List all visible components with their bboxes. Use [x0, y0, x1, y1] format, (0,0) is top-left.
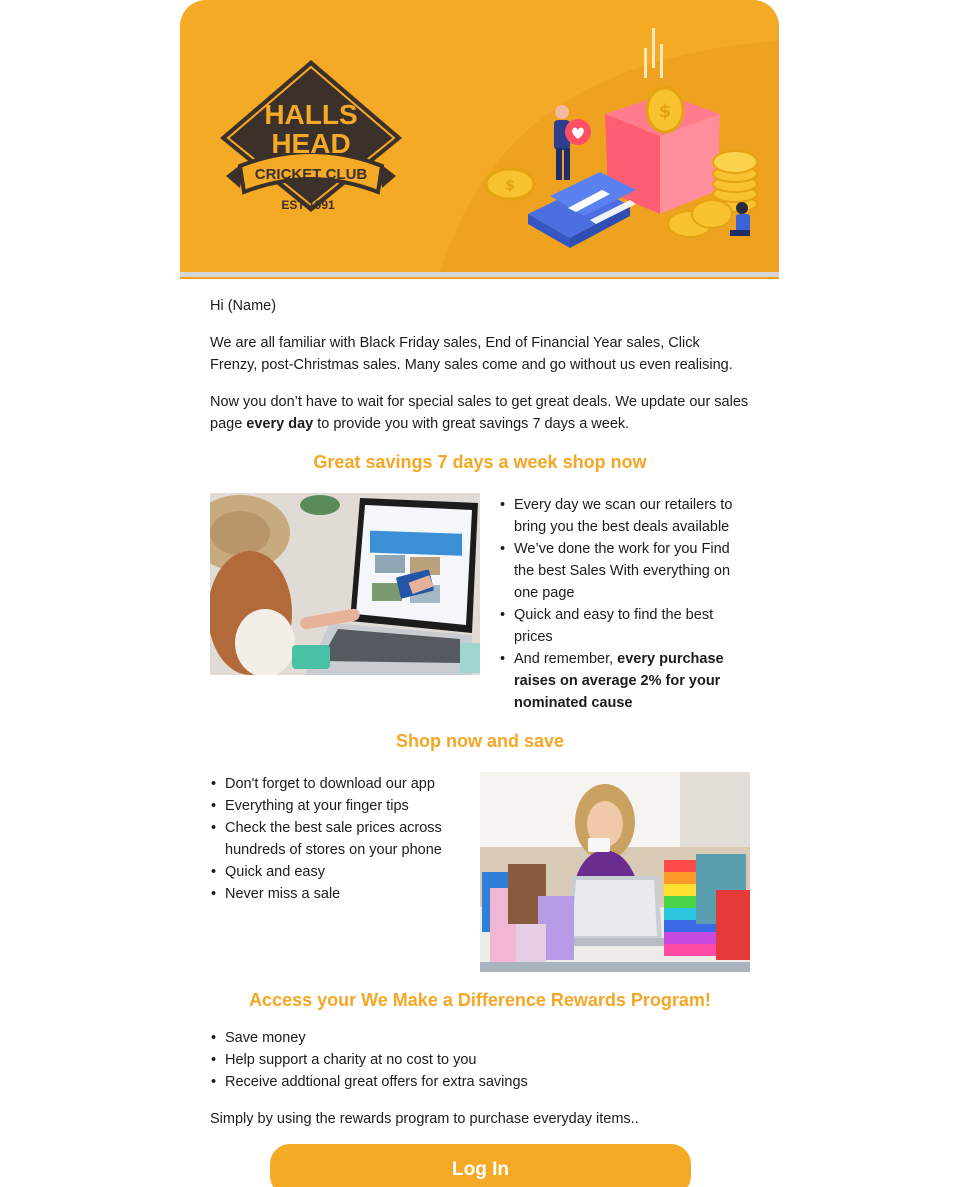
svg-text:$: $	[505, 178, 515, 194]
daily-sales-text-end: to provide you with great savings 7 days a week.	[313, 416, 630, 432]
section-heading-shop-now: Shop now and save	[395, 731, 565, 751]
list-item-emphasis: every purchase raises on average 2% for your nominated cause	[514, 651, 724, 711]
list-item: • Check the best sale prices across hundreds of stores on your phone	[210, 817, 470, 861]
savings-bullet-list	[499, 494, 739, 714]
logo-text-est: EST 1991	[281, 198, 335, 212]
intro-paragraph: We are all familiar with Black Friday sales, End of Financial Year sales, Click Frenzy, post-Christmas sales. Many sales come and go without us even realising.	[210, 335, 733, 373]
svg-text:$: $	[658, 101, 672, 122]
woman-shopping-bags-photo	[480, 772, 750, 972]
header-banner	[180, 0, 779, 272]
banner-divider-orange	[180, 277, 779, 279]
list-item: • Receive addtional great offers for extra savings	[210, 1071, 750, 1093]
daily-sales-paragraph	[210, 391, 750, 435]
list-item: • We’ve done the work for you Find the best Sales With everything on one page	[499, 538, 739, 604]
rewards-bullet-list	[210, 1027, 750, 1093]
list-item: • Every day we scan our retailers to bring you the best deals available	[499, 494, 739, 538]
logo-text-halls: HALLS	[264, 99, 358, 130]
halls-head-cricket-club-logo	[218, 58, 404, 218]
log-in-button[interactable]: Log In	[270, 1144, 691, 1187]
daily-sales-text: Now you don’t have to wait for special sales to get great deals. We update our sales page	[210, 394, 749, 432]
list-item: • Save money	[210, 1027, 750, 1049]
donation-box-illustration	[480, 24, 765, 256]
section-heading-savings: Great savings 7 days a week shop now	[313, 452, 647, 472]
list-item: • Help support a charity at no cost to you	[210, 1049, 750, 1071]
list-item: • Never miss a sale	[210, 883, 470, 905]
greeting: Hi (Name)	[210, 298, 277, 314]
list-item-text: And remember,	[514, 651, 618, 667]
section-heading-rewards: Access your We Make a Difference Rewards Program!	[249, 990, 711, 1010]
daily-sales-emphasis: every day	[246, 416, 314, 432]
list-item: • Quick and easy to find the best prices	[499, 604, 739, 648]
list-item: • Don't forget to download our app	[210, 773, 470, 795]
list-item	[499, 648, 739, 714]
list-item: • Quick and easy	[210, 861, 470, 883]
logo-text-cricket-club: CRICKET CLUB	[254, 166, 368, 183]
email-body	[180, 0, 779, 1187]
app-bullet-list	[210, 773, 470, 905]
logo-text-head: HEAD	[271, 128, 351, 159]
rewards-closing-text: Simply by using the rewards program to purchase everyday items..	[210, 1111, 639, 1127]
laptop-shopping-photo	[210, 493, 480, 675]
list-item: • Everything at your finger tips	[210, 795, 470, 817]
